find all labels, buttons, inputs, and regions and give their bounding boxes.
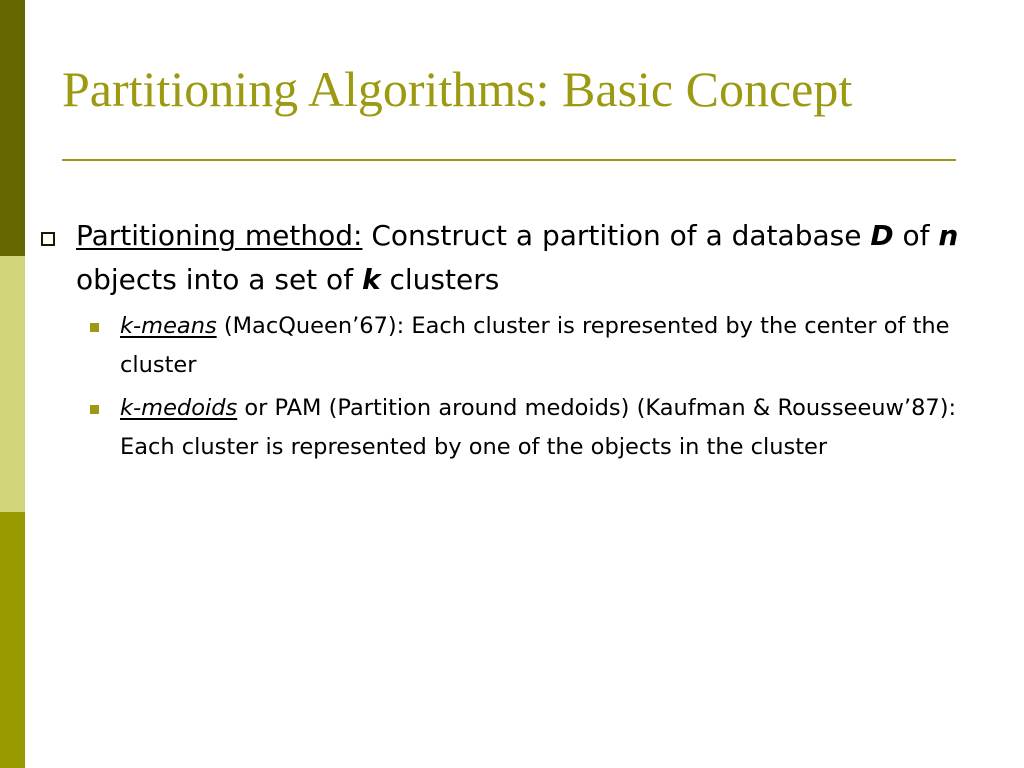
variable-d: D xyxy=(870,219,894,252)
bullet-text: Construct a partition of a database xyxy=(362,219,871,252)
bullet-text: clusters xyxy=(380,263,500,296)
hollow-square-bullet-icon xyxy=(41,232,55,246)
bullet-partitioning-method xyxy=(76,214,966,302)
sub-bullet-term: k-medoids xyxy=(120,395,238,421)
variable-k: k xyxy=(361,263,381,296)
square-bullet-icon xyxy=(90,323,99,332)
sub-bullet-text: (MacQueen’67): Each cluster is represented by the center of the cluster xyxy=(120,313,950,378)
bullet-text: objects into a set of xyxy=(76,263,362,296)
bullet-text: of xyxy=(893,219,939,252)
square-bullet-icon xyxy=(90,405,99,414)
sub-bullet-term: k-means xyxy=(120,313,217,339)
slide-title: Partitioning Algorithms: Basic Concept xyxy=(62,61,853,117)
bullet-term: Partitioning method: xyxy=(76,219,363,252)
sub-bullet-k-medoids xyxy=(120,389,970,467)
variable-n: n xyxy=(938,219,959,252)
sub-bullet-text: or PAM (Partition around medoids) (Kaufman & Rousseeuw’87): Each cluster is represented by one of the objects in the cluster xyxy=(120,395,957,460)
sub-bullet-k-means xyxy=(120,307,970,385)
